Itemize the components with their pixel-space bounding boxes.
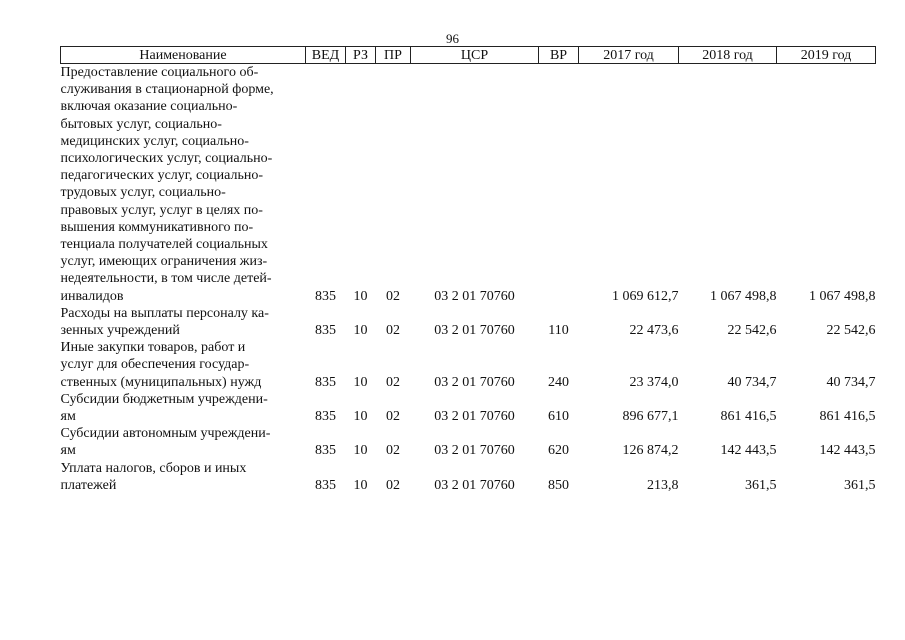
budget-table — [60, 46, 876, 494]
header-pr: ПР — [376, 47, 411, 64]
cell-vr: 610 — [548, 409, 569, 425]
name-line: служивания в стационарной форме, — [60, 82, 274, 98]
cell-name — [61, 305, 306, 339]
table-row — [61, 64, 876, 305]
cell-csr: 03 2 01 70760 — [434, 288, 515, 304]
cell-vr — [539, 64, 579, 305]
table-body — [61, 64, 876, 495]
header-2018: 2018 год — [679, 47, 777, 64]
cell-ved: 835 — [315, 443, 336, 459]
cell-rz: 10 — [353, 443, 368, 459]
header-ved: ВЕД — [306, 47, 346, 64]
cell-csr: 03 2 01 70760 — [434, 443, 515, 459]
name-line: тенциала получателей социальных — [60, 237, 268, 253]
name-line: медицинских услуг, социально- — [60, 133, 249, 149]
table-row — [61, 305, 876, 339]
header-row — [61, 47, 876, 64]
cell-2018: 1 067 498,8 — [710, 288, 777, 304]
cell-name — [61, 339, 306, 391]
name-line: включая оказание социально- — [60, 99, 238, 115]
cell-vr: 240 — [548, 374, 569, 390]
name-line: зенных учреждений — [60, 323, 180, 339]
name-line: ям — [60, 443, 76, 459]
cell-csr: 03 2 01 70760 — [434, 477, 515, 493]
name-line: ственных (муниципальных) нужд — [60, 374, 262, 390]
cell-name — [61, 391, 306, 425]
name-line: недеятельности, в том числе детей- — [60, 271, 272, 287]
cell-pr: 02 — [386, 477, 400, 493]
table-row — [61, 425, 876, 459]
cell-2018: 361,5 — [745, 477, 777, 493]
cell-2019: 361,5 — [844, 477, 876, 493]
cell-ved: 835 — [315, 477, 336, 493]
name-line: инвалидов — [60, 288, 124, 304]
header-csr: ЦСР — [411, 47, 539, 64]
cell-rz: 10 — [353, 323, 368, 339]
name-line: ям — [60, 409, 76, 425]
cell-name — [61, 64, 306, 305]
name-line: Иные закупки товаров, работ и — [60, 340, 246, 356]
cell-rz: 10 — [353, 374, 368, 390]
cell-ved: 835 — [315, 288, 336, 304]
cell-2019: 22 542,6 — [826, 323, 876, 339]
table-row — [61, 339, 876, 391]
cell-ved: 835 — [315, 323, 336, 339]
cell-pr: 02 — [386, 409, 400, 425]
cell-csr: 03 2 01 70760 — [434, 374, 515, 390]
cell-2017: 213,8 — [647, 477, 679, 493]
cell-2017: 22 473,6 — [629, 323, 679, 339]
cell-2019: 1 067 498,8 — [809, 288, 876, 304]
cell-pr: 02 — [386, 443, 400, 459]
cell-name — [61, 425, 306, 459]
name-line: услуг, имеющих ограничения жиз- — [60, 254, 268, 270]
cell-2017: 126 874,2 — [622, 443, 679, 459]
cell-rz: 10 — [353, 477, 368, 493]
cell-2018: 22 542,6 — [727, 323, 777, 339]
name-line: педагогических услуг, социально- — [60, 168, 264, 184]
cell-pr: 02 — [386, 323, 400, 339]
header-name: Наименование — [61, 47, 306, 64]
name-line: правовых услуг, услуг в целях по- — [60, 202, 263, 218]
header-rz: РЗ — [346, 47, 376, 64]
name-line: вышения коммуникативного по- — [60, 219, 254, 235]
name-line: Расходы на выплаты персоналу ка- — [60, 305, 269, 321]
cell-vr: 620 — [548, 443, 569, 459]
cell-csr: 03 2 01 70760 — [434, 323, 515, 339]
cell-2019: 40 734,7 — [826, 374, 876, 390]
cell-vr: 110 — [548, 323, 569, 339]
name-line: услуг для обеспечения государ- — [60, 357, 250, 373]
cell-name — [61, 460, 306, 494]
cell-2019: 861 416,5 — [819, 409, 876, 425]
cell-2018: 861 416,5 — [720, 409, 777, 425]
name-line: Субсидии бюджетным учреждени- — [60, 391, 268, 407]
name-line: Уплата налогов, сборов и иных — [60, 460, 247, 476]
cell-ved: 835 — [315, 374, 336, 390]
cell-csr: 03 2 01 70760 — [434, 409, 515, 425]
cell-2017: 23 374,0 — [629, 374, 679, 390]
table-row — [61, 460, 876, 494]
name-line: трудовых услуг, социально- — [60, 185, 226, 201]
cell-2018: 142 443,5 — [720, 443, 777, 459]
cell-rz: 10 — [353, 409, 368, 425]
cell-rz: 10 — [353, 288, 368, 304]
header-2017: 2017 год — [579, 47, 679, 64]
cell-ved: 835 — [315, 409, 336, 425]
cell-pr: 02 — [386, 288, 400, 304]
name-line: бытовых услуг, социально- — [60, 116, 222, 132]
cell-2017: 1 069 612,7 — [612, 288, 679, 304]
name-line: платежей — [60, 477, 117, 493]
name-line: психологических услуг, социально- — [60, 151, 273, 167]
table-row — [61, 391, 876, 425]
name-line: Субсидии автономным учреждени- — [60, 426, 271, 442]
name-line: Предоставление социального об- — [60, 65, 259, 80]
header-2019: 2019 год — [777, 47, 876, 64]
page-number: 96 — [446, 31, 459, 46]
cell-vr: 850 — [548, 477, 569, 493]
cell-2018: 40 734,7 — [727, 374, 777, 390]
cell-pr: 02 — [386, 374, 400, 390]
cell-2019: 142 443,5 — [819, 443, 876, 459]
cell-2017: 896 677,1 — [622, 409, 679, 425]
header-vr: ВР — [539, 47, 579, 64]
